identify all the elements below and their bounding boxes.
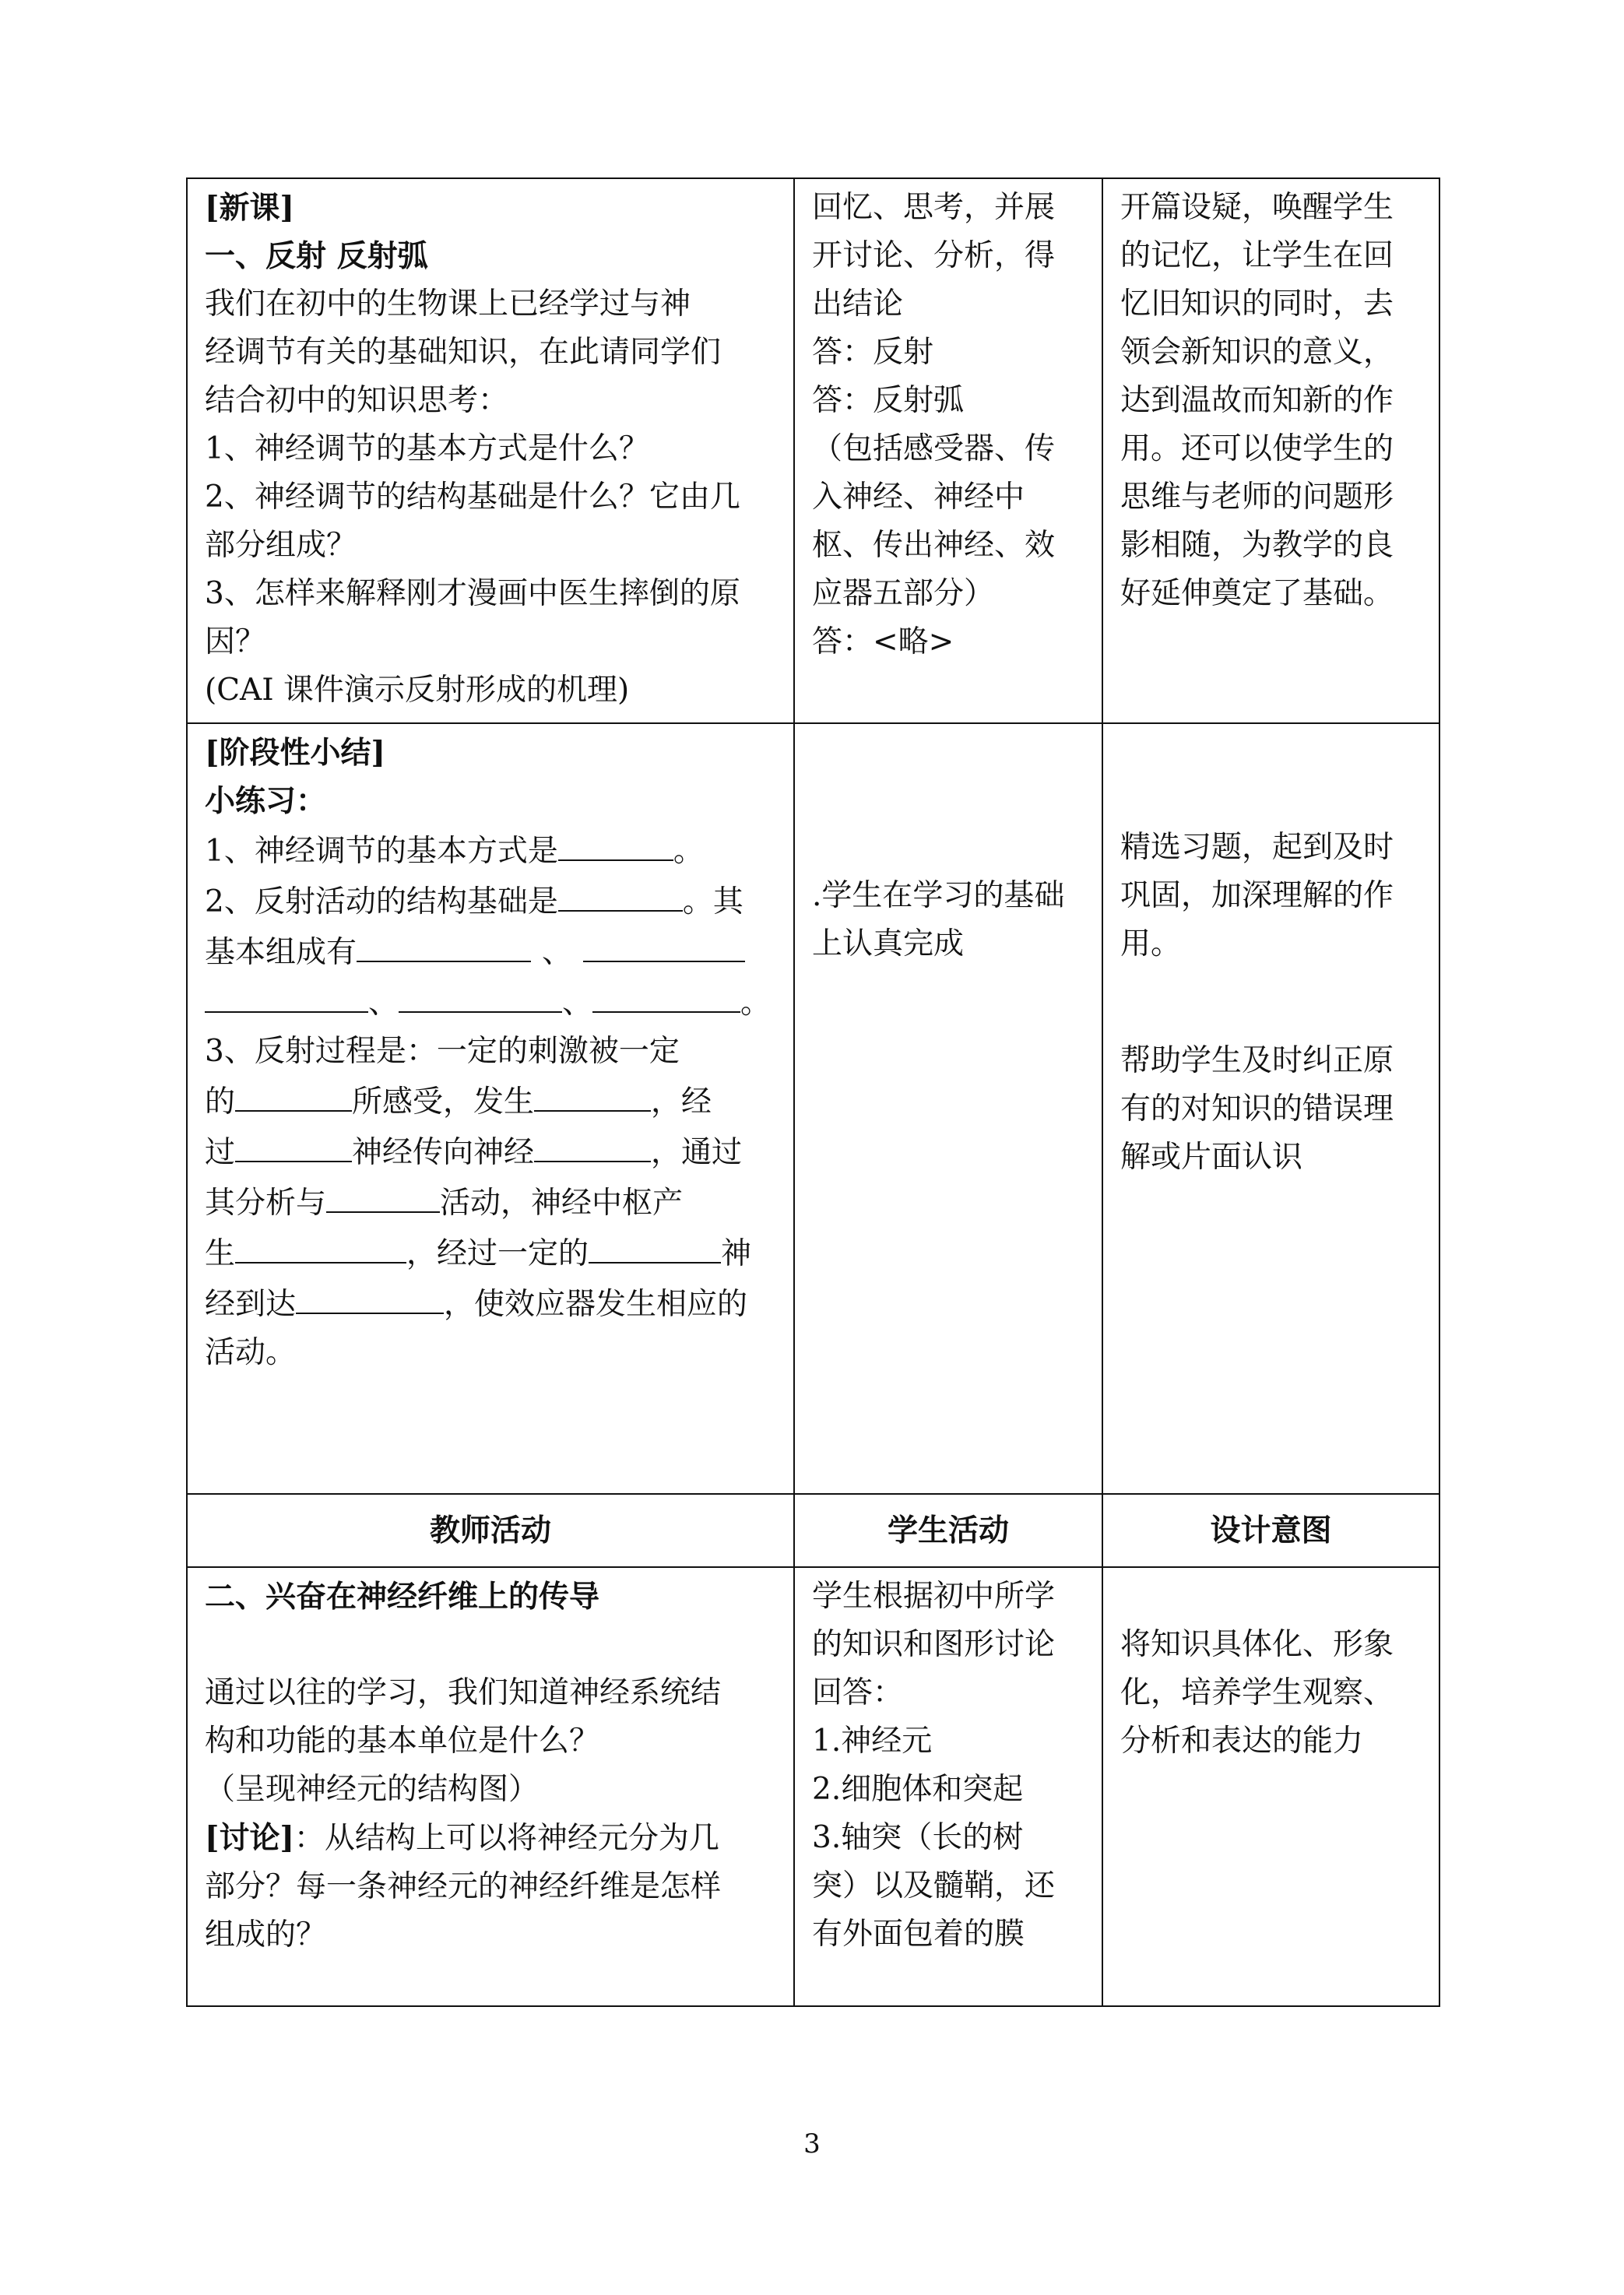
text-line: 1、神经调节的基本方式是什么？ [205,431,649,466]
lesson-plan-table [186,177,1440,2007]
discuss-line: [讨论]：从结构上可以将神经元分为几 [205,1820,719,1856]
text-line: 达到温故而知新的作 [1120,383,1394,418]
header-intent: 设计意图 [1102,1494,1439,1567]
exercise-line: 基本组成有 、 [205,926,776,977]
text-line: 经调节有关的基础知识，在此请同学们 [205,335,722,370]
cell-intent-nerve-conduction [1102,1567,1439,2006]
text-line: 忆旧知识的同时，去 [1120,286,1394,322]
text-line: 3.轴突（长的树 [812,1820,1024,1855]
section-subtitle: 一、反射 反射弧 [205,238,428,274]
text-line: 回答： [812,1675,904,1710]
page-number: 3 [803,2128,821,2160]
cell-teacher-nerve-conduction [187,1567,794,2006]
exercise-line: 3、反射过程是：一定的刺激被一定 [205,1034,680,1069]
text-line: 开篇设疑，唤醒学生 [1120,190,1394,225]
exercise-line: 过 神经传向神经 ，通过 [205,1126,776,1177]
text-line: 部分组成？ [205,528,357,563]
text-line: 影相随，为教学的良 [1120,528,1394,563]
text-line: 答：反射 [812,335,934,370]
exercise-line: 2、反射活动的结构基础是 。其 [205,876,776,926]
text-line: 学生根据初中所学 [812,1579,1056,1614]
text-line: 精选习题，起到及时 [1120,830,1394,865]
text-line: .学生在学习的基础 [812,878,1065,913]
text-line: 将知识具体化、形象 [1120,1627,1394,1662]
text-line: 因？ [205,624,266,659]
header-student: 学生活动 [794,1494,1102,1567]
text-line: 回忆、思考，并展 [812,190,1056,225]
fill-blank [235,1228,406,1263]
row-new-lesson [187,178,1439,723]
text-line: 部分？每一条神经元的神经纤维是怎样 [205,1869,722,1904]
text-line: 3、怎样来解释刚才漫画中医生摔倒的原 [205,576,740,611]
exercise-line: 、 、 。 [205,977,776,1028]
text-line: 用。 [1120,926,1182,961]
fill-blank [326,1177,440,1213]
text-line: 上认真完成 [812,926,965,961]
row-nerve-conduction [187,1567,1439,2006]
text-line: 思维与老师的问题形 [1120,480,1394,515]
header-teacher: 教师活动 [187,1494,794,1567]
text-line: 的知识和图形讨论 [812,1627,1056,1662]
text-line: （包括感受器、传 [812,431,1056,466]
section-title: [阶段性小结] [205,735,385,771]
fill-blank [558,825,673,861]
text-line: 应器五部分） [812,576,995,611]
section-title: [新课] [205,190,294,226]
text-line: 我们在初中的生物课上已经学过与神 [205,286,691,322]
text-line: 2.细胞体和突起 [812,1772,1024,1807]
text-line: 答：<略> [812,624,954,659]
text-line: 突）以及髓鞘，还 [812,1868,1056,1903]
text-line: 好延伸奠定了基础。 [1120,576,1394,611]
text-line: 通过以往的学习，我们知道神经系统结 [205,1675,722,1710]
cell-intent-stage-summary [1102,723,1439,1494]
text-line: 用。还可以使学生的 [1120,431,1394,466]
text-line: 结合初中的知识思考： [205,383,509,418]
fill-blank [534,1126,651,1162]
text-line: 2、神经调节的结构基础是什么？它由几 [205,480,740,515]
fill-blank [399,977,562,1013]
text-line: 巩固，加深理解的作 [1120,878,1394,913]
section-title: 二、兴奋在神经纤维上的传导 [205,1579,600,1615]
text-line: (CAI 课件演示反射形成的机理) [205,673,630,708]
exercise-line: 生 ，经过一定的 神 [205,1228,776,1278]
fill-blank [235,1126,352,1162]
text-line: 开讨论、分析，得 [812,238,1056,273]
text-line: 答：反射弧 [812,383,965,418]
text-line: 组成的？ [205,1917,327,1952]
exercise-line: 经到达 ，使效应器发生相应的 [205,1278,776,1329]
cell-student-new-lesson [794,178,1102,723]
text-line: 分析和表达的能力 [1120,1724,1364,1759]
text-line: 1.神经元 [812,1724,933,1759]
text-line: 领会新知识的意义， [1120,335,1394,370]
cell-student-stage-summary [794,723,1102,1494]
text-line: 入神经、神经中 [812,480,1025,515]
fill-blank [558,876,683,912]
discuss-label: [讨论] [205,1820,294,1856]
cell-intent-new-lesson [1102,178,1439,723]
exercise-line: 1、神经调节的基本方式是 。 [205,825,776,876]
exercise-line: 其分析与 活动，神经中枢产 [205,1177,776,1228]
text-line: 出结论 [812,286,904,322]
exercise-line: 活动。 [205,1335,297,1370]
text-line: 构和功能的基本单位是什么？ [205,1724,600,1759]
text-line: 枢、传出神经、效 [812,528,1056,563]
text-line: 有的对知识的错误理 [1120,1091,1394,1126]
cell-student-nerve-conduction [794,1567,1102,2006]
fill-blank [592,977,740,1013]
cell-teacher-new-lesson [187,178,794,723]
table-header-row [187,1494,1439,1567]
exercise-line: 的 所感受，发生 ，经 [205,1076,776,1126]
fill-blank [296,1278,444,1314]
fill-blank [534,1076,651,1112]
fill-blank [589,1228,721,1263]
fill-blank [235,1076,352,1112]
cell-teacher-stage-summary [187,723,794,1494]
text-line: 帮助学生及时纠正原 [1120,1043,1394,1078]
row-stage-summary [187,723,1439,1494]
section-subtitle: 小练习： [205,783,327,819]
text-line: 有外面包着的膜 [812,1917,1025,1952]
fill-blank [583,926,745,962]
fill-blank [357,926,531,962]
text-line: （呈现神经元的结构图） [205,1772,540,1807]
fill-blank [205,977,368,1013]
text-line: 化，培养学生观察、 [1120,1675,1394,1710]
text-line: 解或片面认识 [1120,1140,1303,1175]
text-line: 的记忆，让学生在回 [1120,238,1394,273]
